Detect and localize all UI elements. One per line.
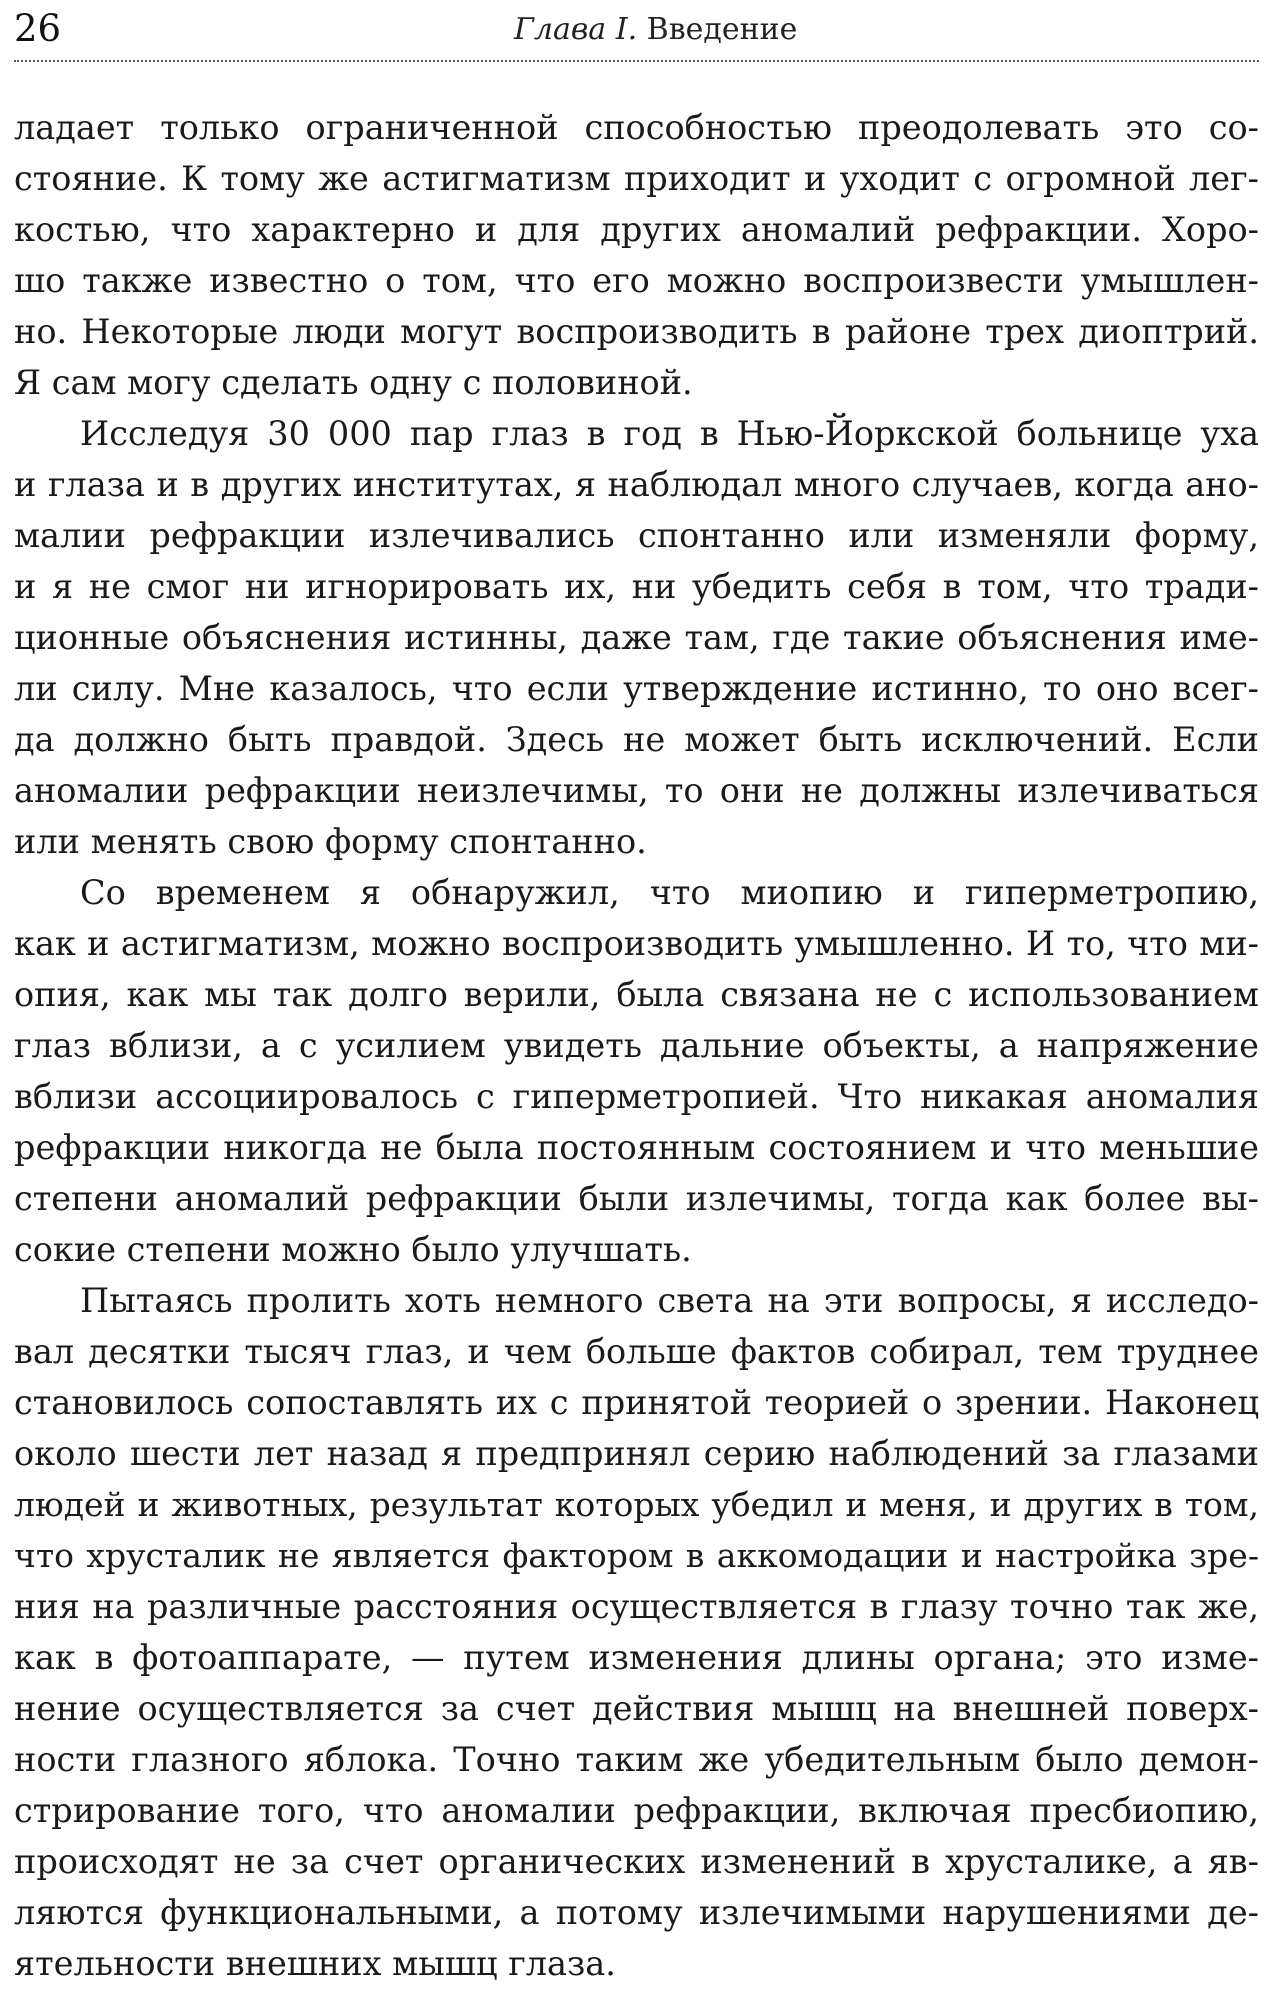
text-line: и я не смог ни игнорировать их, ни убедить себя в том, что тради- [14,567,1259,606]
text-line: ния на различные расстояния осуществляется в глазу точно так же, [14,1587,1259,1626]
body-text [14,102,1259,1989]
text-line: что хрусталик не является фактором в аккомодации и настройка зре- [14,1536,1259,1575]
text-line: сокие степени можно было улучшать. [14,1230,692,1269]
text-line: ятельности внешних мышц глаза. [14,1944,616,1983]
text-line: но. Некоторые люди могут воспроизводить в районе трех диоптрий. [14,312,1259,351]
text-line: Со временем я обнаружил, что миопию и гиперметропию, [80,873,1259,912]
text-line: аномалии рефракции неизлечимы, то они не должны излечиваться [14,771,1259,810]
text-line: или менять свою форму спонтанно. [14,822,647,861]
text-line: ладает только ограниченной способностью преодолевать это со- [14,108,1259,147]
text-line: рефракции никогда не была постоянным состоянием и что меньшие [14,1128,1259,1167]
text-line: вблизи ассоциировалось с гиперметропией. Что никакая аномалия [14,1077,1259,1116]
text-line: костью, что характерно и для других аномалий рефракции. Хоро- [14,210,1259,249]
text-line: Я сам могу сделать одну с половиной. [14,363,693,402]
text-line: около шести лет назад я предпринял серию наблюдений за глазами [14,1434,1259,1473]
page-header [14,0,1259,62]
text-line: становилось сопоставлять их с принятой теорией о зрении. Наконец [14,1383,1259,1422]
text-line: шо также известно о том, что его можно воспроизвести умышлен- [14,261,1259,300]
chapter-label: Глава I. [514,12,638,47]
text-line: ционные объяснения истинны, даже там, где такие объяснения име- [14,618,1259,657]
text-line: Исследуя 30 000 пар глаз в год в Нью-Йоркской больнице уха [80,414,1259,453]
text-line: ли силу. Мне казалось, что если утверждение истинно, то оно всег- [14,669,1259,708]
text-line: опия, как мы так долго верили, была связана не с использованием [14,975,1259,1014]
text-line: как в фотоаппарате, — путем изменения длины органа; это изме- [14,1638,1259,1677]
text-line: стрирование того, что аномалии рефракции, включая пресбиопию, [14,1791,1259,1830]
text-line: да должно быть правдой. Здесь не может быть исключений. Если [14,720,1259,759]
page-number: 26 [14,7,62,50]
text-line: степени аномалий рефракции были излечимы, тогда как более вы- [14,1179,1259,1218]
text-line: как и астигматизм, можно воспроизводить умышленно. И то, что ми- [14,924,1259,963]
text-line: стояние. К тому же астигматизм приходит и уходит с огромной лег- [14,159,1259,198]
running-head [514,8,797,52]
text-line: людей и животных, результат которых убедил и меня, и других в том, [14,1485,1259,1524]
text-line: глаз вблизи, а с усилием увидеть дальние объекты, а напряжение [14,1026,1259,1065]
text-line: ности глазного яблока. Точно таким же убедительным было демон- [14,1740,1259,1779]
text-line: происходят не за счет органических изменений в хрусталике, а яв- [14,1842,1259,1881]
text-line: малии рефракции излечивались спонтанно или изменяли форму, [14,516,1259,555]
chapter-title: Введение [646,12,798,47]
text-line: вал десятки тысяч глаз, и чем больше фактов собирал, тем труднее [14,1332,1259,1371]
text-line: Пытаясь пролить хоть немного света на эти вопросы, я исследо- [80,1281,1259,1320]
text-line: ляются функциональными, а потому излечимыми нарушениями де- [14,1893,1259,1932]
text-line: и глаза и в других институтах, я наблюдал много случаев, когда ано- [14,465,1259,504]
text-line: нение осуществляется за счет действия мышц на внешней поверх- [14,1689,1259,1728]
